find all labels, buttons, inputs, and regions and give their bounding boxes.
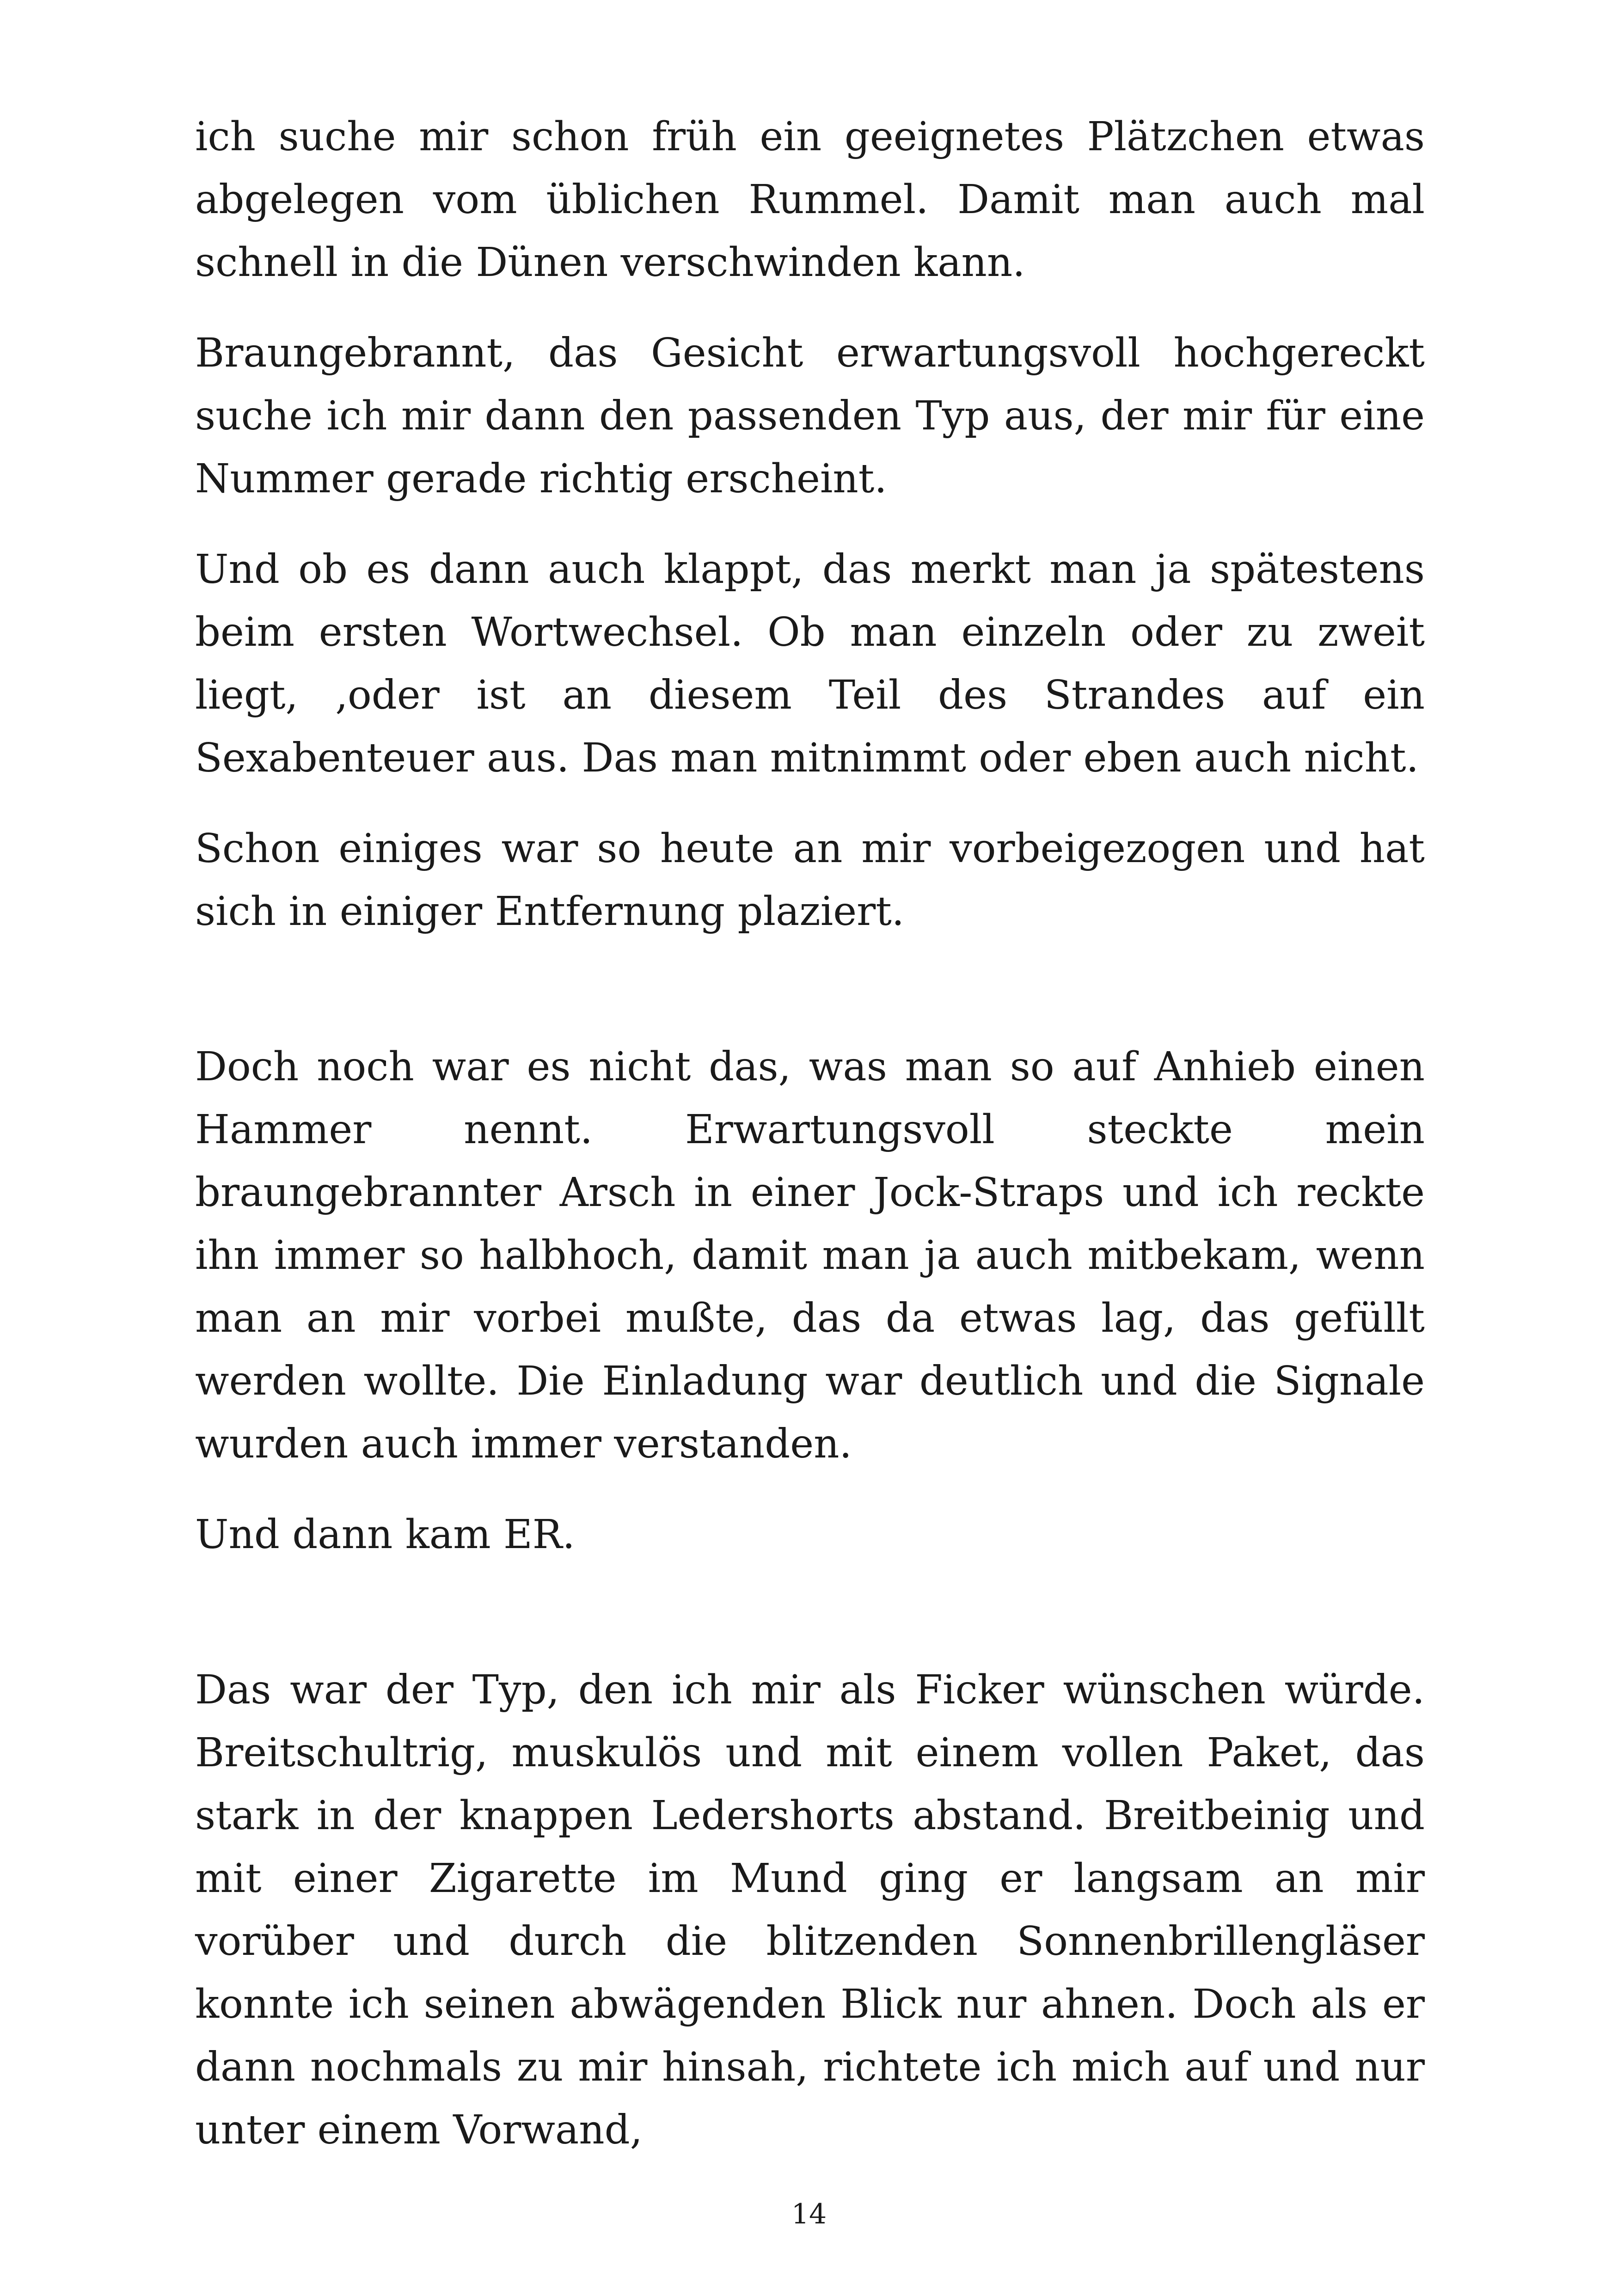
paragraph-6: Und dann kam ER. xyxy=(195,1512,575,1558)
paragraph-2: Braungebrannt, das Gesicht erwartungsvoll hochgereckt suche ich mir dann den passenden Typ aus, der mir für eine Nummer gerade richtig erscheint. xyxy=(195,330,1425,502)
paragraph-5: Doch noch war es nicht das, was man so auf Anhieb einen Hammer nennt. Erwartungsvoll steckte mein braungebrannter Arsch in einer Jock-Straps und ich reckte ihn immer so halbhoch, damit man ja auch mitbekam, wenn man an mir vorbei mußte, das da etwas lag, das gefüllt werden wollte. Die Einladung war deutlich und die Signale wurden auch immer verstanden. xyxy=(195,1044,1425,1467)
page-number: 14 xyxy=(791,2198,827,2230)
body-text xyxy=(195,105,1425,2189)
paragraph-4: Schon einiges war so heute an mir vorbeigezogen und hat sich in einiger Entfernung plaziert. xyxy=(195,826,1425,935)
paragraph-7: Das war der Typ, den ich mir als Ficker wünschen würde. Breitschultrig, muskulös und mit einem vollen Paket, das stark in der knappen Ledershorts abstand. Breitbeinig und mit einer Zigarette im Mund ging er langsam an mir vorüber und durch die blitzenden Sonnenbrillengläser konnte ich seinen abwägenden Blick nur ahnen. Doch als er dann nochmals zu mir hinsah, richtete ich mich auf und nur unter einem Vorwand, xyxy=(195,1667,1425,2153)
paragraph-3: Und ob es dann auch klappt, das merkt man ja spätestens beim ersten Wortwechsel. Ob man einzeln oder zu zweit liegt, ‚oder ist an diesem Teil des Strandes auf ein Sexabenteuer aus. Das man mitnimmt oder eben auch nicht. xyxy=(195,546,1425,781)
paragraph-1: ich suche mir schon früh ein geeignetes Plätzchen etwas abgelegen vom üblichen Rummel. Damit man auch mal schnell in die Dünen verschwinden kann. xyxy=(195,114,1425,286)
